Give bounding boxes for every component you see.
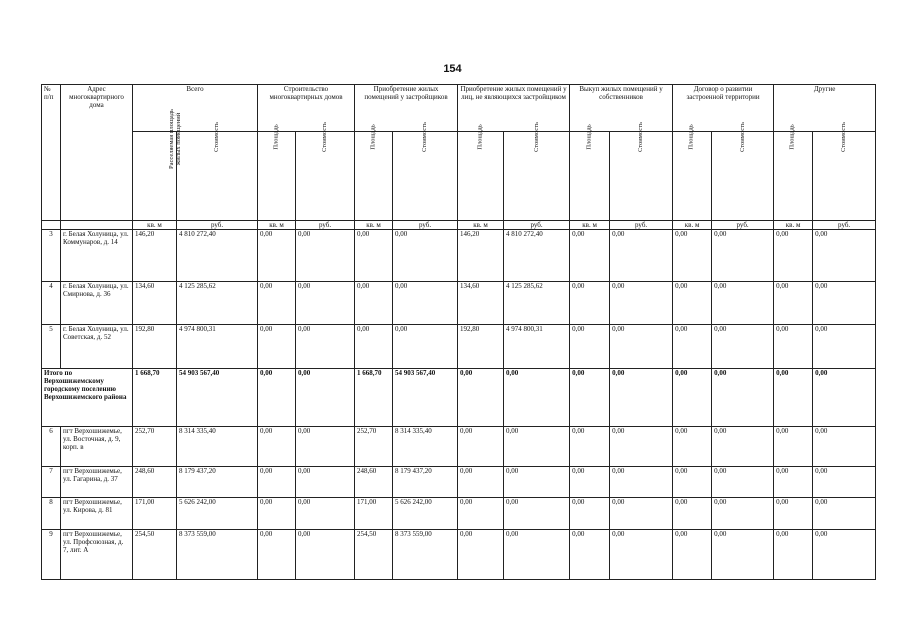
cost-cell: 5 626 242,00 [177,498,258,530]
area-cell: 0,00 [258,230,296,282]
area-cell: 192,80 [133,325,177,369]
area-cell: 0,00 [458,530,504,580]
cost-cell: 4 810 272,40 [177,230,258,282]
unit-cell: кв. м [133,221,177,230]
subheader-area: Площадь [673,132,712,221]
area-cell: 134,60 [133,282,177,325]
area-cell: 0,00 [570,530,610,580]
area-cell: 0,00 [774,530,813,580]
cost-cell: 0,00 [296,467,355,498]
cost-cell: 0,00 [504,498,570,530]
cost-cell: 8 373 559,00 [177,530,258,580]
row-number: 4 [42,282,61,325]
header-address: Адрес многоквартирного дома [61,85,133,221]
row-number: 3 [42,230,61,282]
subheader-area: Площадь [258,132,296,221]
address-cell: пгт Верхошижемье, ул. Профсоюзная, д. 7, лит. А [61,530,133,580]
header-group-non-developer: Приобретение жилых помещений у лиц, не являющихся застройщиком [458,85,570,132]
cost-cell: 0,00 [610,427,673,467]
header-group-total: Всего [133,85,258,132]
area-cell: 146,20 [133,230,177,282]
total-row [42,369,876,427]
area-cell: 0,00 [570,427,610,467]
cost-cell: 0,00 [813,369,876,427]
row-number: 9 [42,530,61,580]
cost-cell: 0,00 [296,530,355,580]
address-cell: г. Белая Холуница, ул. Советская, д. 52 [61,325,133,369]
table-row [42,230,876,282]
cost-cell: 0,00 [813,230,876,282]
area-cell: 0,00 [258,530,296,580]
cost-cell: 0,00 [813,530,876,580]
cost-cell: 0,00 [610,282,673,325]
area-cell: 0,00 [774,325,813,369]
unit-cell: руб. [393,221,458,230]
subheader-cost: Стоимость [610,132,673,221]
subheader-cost: Стоимость [393,132,458,221]
area-cell: 1 668,70 [355,369,393,427]
cost-cell: 0,00 [296,498,355,530]
area-cell: 0,00 [570,325,610,369]
header-group-development-contract: Договор о развитии застроенной территории [673,85,774,132]
cost-cell: 0,00 [504,467,570,498]
cost-cell: 54 903 567,40 [393,369,458,427]
cost-cell: 0,00 [504,369,570,427]
cost-cell: 0,00 [712,282,774,325]
table-row [42,282,876,325]
area-cell: 248,60 [133,467,177,498]
cost-cell: 0,00 [610,325,673,369]
address-cell: пгт Верхошижемье, ул. Гагарина, д. 37 [61,467,133,498]
row-number: 8 [42,498,61,530]
area-cell: 0,00 [774,467,813,498]
cost-cell: 0,00 [813,498,876,530]
area-cell: 0,00 [774,369,813,427]
unit-cell: руб. [712,221,774,230]
area-cell: 0,00 [458,427,504,467]
cost-cell: 4 125 285,62 [177,282,258,325]
units-row [42,221,876,230]
address-cell: пгт Верхошижемье, ул. Восточная, д. 9, корп. в [61,427,133,467]
cost-cell: 8 179 437,20 [393,467,458,498]
area-cell: 0,00 [673,498,712,530]
area-cell: 0,00 [570,230,610,282]
unit-cell: руб. [296,221,355,230]
cost-cell: 0,00 [712,230,774,282]
cost-cell: 8 373 559,00 [393,530,458,580]
area-cell: 0,00 [570,282,610,325]
area-cell: 0,00 [258,369,296,427]
area-cell: 0,00 [570,369,610,427]
unit-cell: кв. м [673,221,712,230]
unit-cell: руб. [610,221,673,230]
unit-cell: руб. [813,221,876,230]
area-cell: 0,00 [774,282,813,325]
area-cell: 0,00 [673,427,712,467]
area-cell: 0,00 [258,427,296,467]
subheader-area: Площадь [355,132,393,221]
unit-cell: руб. [177,221,258,230]
table-body [42,221,876,580]
area-cell: 0,00 [673,282,712,325]
subheader-cost: Стоимость [177,132,258,221]
cost-cell: 0,00 [712,427,774,467]
area-cell: 171,00 [355,498,393,530]
cost-cell: 0,00 [296,369,355,427]
cost-cell: 0,00 [813,282,876,325]
area-cell: 171,00 [133,498,177,530]
area-cell: 254,50 [355,530,393,580]
cost-cell: 4 810 272,40 [504,230,570,282]
subheader-area: Площадь [570,132,610,221]
row-number: 6 [42,427,61,467]
area-cell: 0,00 [673,530,712,580]
area-cell: 0,00 [570,498,610,530]
cost-cell: 8 179 437,20 [177,467,258,498]
subheader-row [42,132,876,221]
cost-cell: 0,00 [813,325,876,369]
cost-cell: 4 974 800,31 [177,325,258,369]
cost-cell: 0,00 [610,530,673,580]
subheader-area: Площадь [458,132,504,221]
address-cell: г. Белая Холуница, ул. Смирнова, д. 36 [61,282,133,325]
area-cell: 1 668,70 [133,369,177,427]
cost-cell: 0,00 [393,325,458,369]
units-blank [42,221,61,230]
cost-cell: 8 314 335,40 [177,427,258,467]
area-cell: 248,60 [355,467,393,498]
cost-cell: 0,00 [610,467,673,498]
area-cell: 0,00 [570,467,610,498]
subheader-cost: Стоимость [813,132,876,221]
table-row [42,325,876,369]
total-label: Итого по Верхошижемскому городскому поселению Верхошижемского района [42,369,133,427]
area-cell: 192,80 [458,325,504,369]
cost-cell: 0,00 [712,325,774,369]
area-cell: 0,00 [458,369,504,427]
cost-cell: 0,00 [610,498,673,530]
row-number: 5 [42,325,61,369]
unit-cell: кв. м [570,221,610,230]
units-blank [61,221,133,230]
cost-cell: 0,00 [813,427,876,467]
cost-cell: 0,00 [296,282,355,325]
cost-cell: 0,00 [296,230,355,282]
cost-cell: 0,00 [712,467,774,498]
cost-cell: 5 626 242,00 [393,498,458,530]
area-cell: 0,00 [673,467,712,498]
area-cell: 0,00 [355,325,393,369]
address-cell: г. Белая Холуница, ул. Коммунаров, д. 14 [61,230,133,282]
area-cell: 134,60 [458,282,504,325]
area-cell: 0,00 [458,467,504,498]
header-group-other: Другие [774,85,876,132]
cost-cell: 54 903 567,40 [177,369,258,427]
area-cell: 0,00 [355,230,393,282]
cost-cell: 0,00 [610,230,673,282]
cost-cell: 0,00 [296,325,355,369]
unit-cell: кв. м [458,221,504,230]
area-cell: 0,00 [774,427,813,467]
area-cell: 0,00 [258,467,296,498]
cost-cell: 0,00 [393,230,458,282]
area-cell: 0,00 [673,369,712,427]
subheader-cost: Стоимость [296,132,355,221]
cost-cell: 4 974 800,31 [504,325,570,369]
row-number: 7 [42,467,61,498]
area-cell: 252,70 [355,427,393,467]
subheader-cost: Стоимость [712,132,774,221]
cost-cell: 4 125 285,62 [504,282,570,325]
area-cell: 252,70 [133,427,177,467]
area-cell: 146,20 [458,230,504,282]
table-row [42,498,876,530]
unit-cell: кв. м [774,221,813,230]
cost-cell: 0,00 [610,369,673,427]
area-cell: 0,00 [355,282,393,325]
unit-cell: кв. м [355,221,393,230]
area-cell: 0,00 [774,498,813,530]
resettlement-table [41,84,876,580]
subheader-cost: Стоимость [504,132,570,221]
area-cell: 0,00 [258,282,296,325]
cost-cell: 0,00 [813,467,876,498]
page-number: 154 [443,63,462,75]
table-row [42,530,876,580]
unit-cell: кв. м [258,221,296,230]
header-group-construction: Строительство многоквартирных домов [258,85,355,132]
table-row [42,427,876,467]
header-num: № п/п [42,85,61,221]
cost-cell: 0,00 [504,530,570,580]
cost-cell: 0,00 [712,530,774,580]
cost-cell: 0,00 [712,369,774,427]
table-row [42,467,876,498]
subheader-total-area: Расселяемая площадь жилых помещений [133,132,177,221]
area-cell: 0,00 [258,325,296,369]
area-cell: 0,00 [458,498,504,530]
cost-cell: 0,00 [393,282,458,325]
unit-cell: руб. [504,221,570,230]
cost-cell: 0,00 [296,427,355,467]
area-cell: 254,50 [133,530,177,580]
area-cell: 0,00 [673,230,712,282]
area-cell: 0,00 [774,230,813,282]
cost-cell: 0,00 [504,427,570,467]
address-cell: пгт Верхошижемье, ул. Кирова, д. 81 [61,498,133,530]
area-cell: 0,00 [258,498,296,530]
cost-cell: 0,00 [712,498,774,530]
area-cell: 0,00 [673,325,712,369]
header-group-developer: Приобретение жилых помещений у застройщиков [355,85,458,132]
cost-cell: 8 314 335,40 [393,427,458,467]
header-group-buyout: Выкуп жилых помещений у собственников [570,85,673,132]
subheader-area: Площадь [774,132,813,221]
